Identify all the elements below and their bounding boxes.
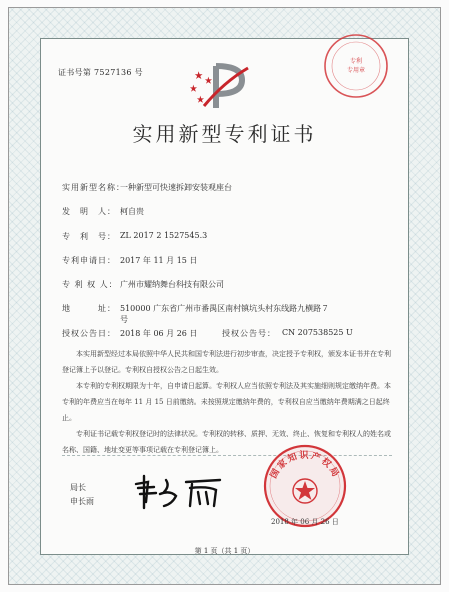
handwritten-signature: [130, 474, 226, 510]
field-value-address-line2: 号: [120, 315, 128, 324]
body-paragraph-2: 本专利的专利权期限为十年，自申请日起算。专利权人应当依照专利法及其实施细则规定缴纳年费。本专利的年费应当在每年 11 月 15 日前缴纳。未按照规定缴纳年费的，专利权自应当缴纳年费期满之日起终止。: [62, 382, 391, 422]
director-title: 局长: [70, 483, 86, 492]
field-label-address: 地 址：: [62, 304, 116, 313]
field-label-filing-date: 专利申请日：: [62, 256, 116, 265]
field-value-grant-no: CN 207538525 U: [282, 328, 353, 337]
certificate-number-suffix: 号: [134, 68, 143, 77]
field-label-grant-no: 授权公告号：: [222, 329, 276, 338]
certificate-number-label: 证书号第: [58, 68, 92, 77]
page-footer: 第 1 页（共 1 页）: [194, 547, 255, 555]
field-label-grant-date: 授权公告日：: [62, 329, 116, 338]
seal-date: 2018 年 06 月 26 日: [271, 518, 339, 526]
field-value-patentee: 广州市耀纳舞台科技有限公司: [120, 280, 224, 289]
field-value-patent-no: ZL 2017 2 1527545.3: [120, 231, 208, 240]
field-label-patent-no: 专 利 号：: [62, 232, 116, 241]
top-seal: [322, 32, 390, 100]
field-value-filing-date: 2017 年 11 月 15 日: [120, 256, 198, 265]
certificate-body: [62, 346, 392, 458]
svg-text:专用章: 专用章: [346, 67, 366, 74]
certificate-number: [58, 67, 143, 78]
field-value-name: 一种新型可快速拆卸安装观座台: [120, 183, 232, 192]
field-value-address: 510000 广东省广州市番禺区南村镇坑头村东线路九横路７: [120, 304, 330, 313]
body-paragraph-1: 本实用新型经过本局依照中华人民共和国专利法进行初步审查，决定授予专利权，颁发本证书并在专利登记簿上予以登记。专利权自授权公告之日起生效。: [62, 350, 391, 374]
field-label-name: 实用新型名称：: [62, 183, 125, 192]
certificate-title: 实用新型专利证书: [132, 122, 317, 146]
field-value-inventor: 柯自贵: [120, 207, 144, 216]
certificate-number-value: 7527136: [94, 68, 132, 77]
field-label-patentee: 专 利 权 人：: [62, 280, 118, 289]
field-label-inventor: 发 明 人：: [62, 207, 116, 216]
svg-text:专利: 专利: [349, 58, 363, 65]
field-value-grant-date: 2018 年 06 月 26 日: [120, 329, 198, 338]
svg-text:国家知识产权局: 国家知识产权局: [269, 451, 341, 481]
cnipa-logo-icon: [190, 62, 252, 112]
director-name: 申长雨: [70, 497, 94, 506]
body-paragraph-3: 专利证书记载专利权登记时的法律状况。专利权的转移、质押、无效、终止、恢复和专利权人的姓名或名称、国籍、地址变更等事项记载在专利登记簿上。: [62, 430, 391, 454]
